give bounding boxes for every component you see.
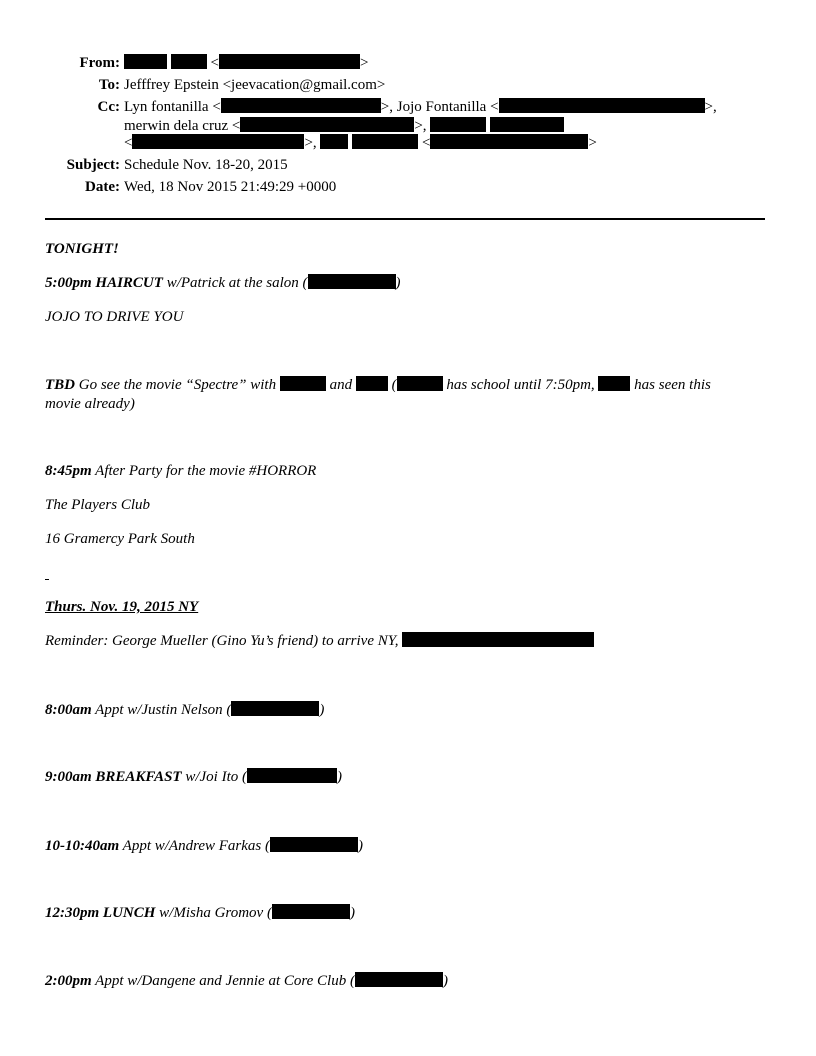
to-value: Jefffrey Epstein <jeevacation@gmail.com> bbox=[124, 77, 386, 93]
redaction-block bbox=[499, 98, 705, 113]
appt-line-1: 8:00am Appt w/Justin Nelson ( ) bbox=[45, 702, 325, 718]
redaction-block bbox=[272, 904, 350, 919]
jojo-line: JOJO TO DRIVE YOU bbox=[45, 309, 184, 325]
redaction-block bbox=[320, 134, 348, 149]
cc-row-2: merwin dela cruz < >, bbox=[124, 116, 564, 136]
redaction-block bbox=[430, 134, 588, 149]
redaction-block bbox=[430, 117, 486, 132]
redaction-block bbox=[132, 134, 304, 149]
redaction-block bbox=[240, 117, 414, 132]
date-value: Wed, 18 Nov 2015 21:49:29 +0000 bbox=[124, 179, 337, 195]
thurs-heading: Thurs. Nov. 19, 2015 NY bbox=[45, 599, 199, 615]
redaction-block bbox=[397, 376, 443, 391]
address-line: 16 Gramercy Park South bbox=[45, 531, 195, 547]
redaction-block bbox=[308, 274, 396, 289]
subject-value: Schedule Nov. 18-20, 2015 bbox=[124, 157, 288, 173]
tonight-heading: TONIGHT! bbox=[45, 241, 119, 257]
redaction-block bbox=[356, 376, 388, 391]
redaction-block bbox=[171, 54, 207, 69]
redaction-block bbox=[280, 376, 326, 391]
redaction-block bbox=[270, 837, 358, 852]
appt-line-4: 12:30pm LUNCH w/Misha Gromov ( ) bbox=[45, 905, 355, 921]
cc-row-3: < >, < > bbox=[124, 135, 597, 151]
reminder-line: Reminder: George Mueller (Gino Yu’s friend) to arrive NY, bbox=[45, 632, 594, 651]
redaction-block bbox=[124, 54, 167, 69]
redaction-block bbox=[402, 632, 594, 647]
party-line: 8:45pm After Party for the movie #HORROR bbox=[45, 463, 317, 479]
redaction-block bbox=[219, 54, 360, 69]
header-divider bbox=[45, 218, 765, 220]
venue-line: The Players Club bbox=[45, 497, 150, 513]
subject-label: Subject: bbox=[66, 157, 120, 173]
redaction-block bbox=[598, 376, 630, 391]
from-label: From: bbox=[79, 55, 120, 71]
appt-line-3: 10-10:40am Appt w/Andrew Farkas ( ) bbox=[45, 838, 363, 854]
tbd-line-2: movie already) bbox=[45, 396, 135, 412]
to-label: To: bbox=[98, 77, 120, 93]
appt-line-5: 2:00pm Appt w/Dangene and Jennie at Core Club ( ) bbox=[45, 973, 448, 989]
redaction-block bbox=[221, 98, 381, 113]
redaction-block bbox=[355, 972, 443, 987]
haircut-line: 5:00pm HAIRCUT w/Patrick at the salon ( ) bbox=[45, 275, 401, 291]
cc-label: Cc: bbox=[97, 99, 120, 115]
redaction-block bbox=[352, 134, 418, 149]
stray-mark bbox=[45, 579, 49, 580]
tbd-line: TBD Go see the movie “Spectre” with and ( has school until 7:50pm, has seen this bbox=[45, 377, 711, 393]
redaction-block bbox=[231, 701, 319, 716]
date-label: Date: bbox=[85, 179, 120, 195]
redaction-block bbox=[490, 117, 564, 132]
appt-line-2: 9:00am BREAKFAST w/Joi Ito ( ) bbox=[45, 769, 342, 785]
redaction-block bbox=[247, 768, 337, 783]
